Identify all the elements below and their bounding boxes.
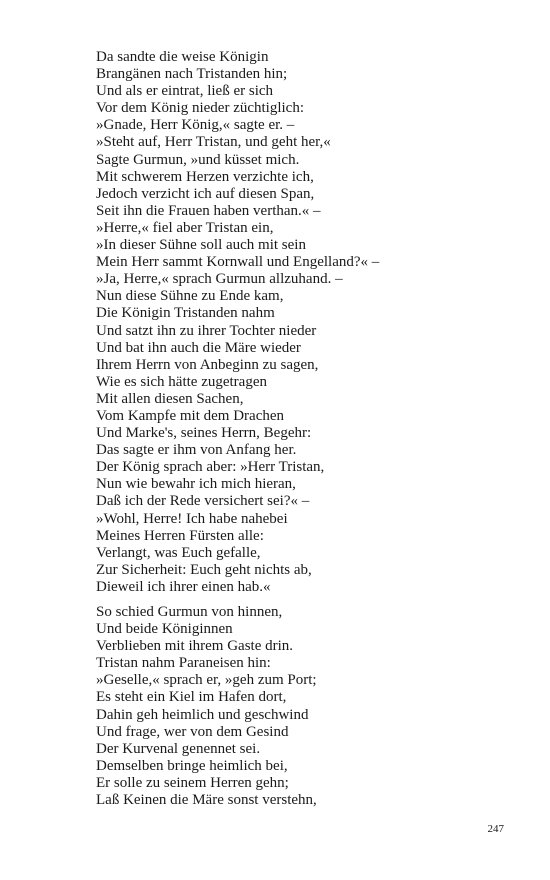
poem-line: Seit ihn die Frauen haben verthan.« – xyxy=(96,202,321,219)
poem-line: Daß ich der Rede versichert sei?« – xyxy=(96,493,310,510)
poem-line: So schied Gurmun von hinnen, xyxy=(96,604,283,620)
poem-line: Brangänen nach Tristanden hin; xyxy=(96,66,288,83)
poem-line: Vom Kampfe mit dem Drachen xyxy=(96,407,285,424)
page-number: 247 xyxy=(487,823,504,835)
poem-line: Verlangt, was Euch gefalle, xyxy=(96,544,261,561)
poem-line: Und beide Königinnen xyxy=(96,621,233,638)
poem-line: Ihrem Herrn von Anbeginn zu sagen, xyxy=(96,356,319,373)
poem-line: Der Kurvenal genennet sei. xyxy=(96,740,261,757)
poem-line: Demselben bringe heimlich bei, xyxy=(96,757,288,774)
poem-line: Vor dem König nieder züchtiglich: xyxy=(96,100,305,117)
poem-line: Und Marke's, seines Herrn, Begehr: xyxy=(96,425,312,442)
poem-line: Tristan nahm Paraneisen hin: xyxy=(96,655,271,672)
poem-line: Zur Sicherheit: Euch geht nichts ab, xyxy=(96,561,312,578)
stanza-2 xyxy=(96,604,516,809)
poem-line: Verblieben mit ihrem Gaste drin. xyxy=(96,638,294,655)
poem-line: »In dieser Sühne soll auch mit sein xyxy=(96,237,306,254)
poem-line: »Wohl, Herre! Ich habe nahebei xyxy=(96,510,288,527)
poem-line: Die Königin Tristanden nahm xyxy=(96,305,275,322)
poem-line: »Ja, Herre,« sprach Gurmun allzuhand. – xyxy=(96,271,343,288)
poem-line: Mit schwerem Herzen verzichte ich, xyxy=(96,168,314,185)
poem-line: Meines Herren Fürsten alle: xyxy=(96,527,264,544)
poem-line: Und frage, wer von dem Gesind xyxy=(96,723,289,740)
poem-line: »Gnade, Herr König,« sagte er. – xyxy=(96,117,295,134)
poem-line: Dahin geh heimlich und geschwind xyxy=(96,706,309,723)
poem-line: Das sagte er ihm von Anfang her. xyxy=(96,442,297,459)
poem-line: Sagte Gurmun, »und küsset mich. xyxy=(96,151,300,168)
poem-line: Und als er eintrat, ließ er sich xyxy=(96,83,274,100)
poem-line: Nun diese Sühne zu Ende kam, xyxy=(96,288,284,305)
poem-line: Laß Keinen die Märe sonst verstehn, xyxy=(96,792,317,809)
poem-line: Er solle zu seinem Herren gehn; xyxy=(96,774,289,791)
poem-line: Es steht ein Kiel im Hafen dort, xyxy=(96,689,287,706)
poem-line: Mein Herr sammt Kornwall und Engelland?« – xyxy=(96,254,380,271)
poem-line: Mit allen diesen Sachen, xyxy=(96,390,244,407)
poem-line: Dieweil ich ihrer einen hab.« xyxy=(96,578,271,595)
poem-line: Jedoch verzicht ich auf diesen Span, xyxy=(96,185,315,202)
poem-line: »Herre,« fiel aber Tristan ein, xyxy=(96,219,274,236)
poem-line: Und bat ihn auch die Märe wieder xyxy=(96,339,301,356)
stanza-1 xyxy=(96,49,516,596)
poem-line: Der König sprach aber: »Herr Tristan, xyxy=(96,459,325,476)
poem-line: »Steht auf, Herr Tristan, und geht her,« xyxy=(96,134,331,151)
poem-line: Wie es sich hätte zugetragen xyxy=(96,373,267,390)
poem-line: Und satzt ihn zu ihrer Tochter nieder xyxy=(96,322,317,339)
poem-line: Nun wie bewahr ich mich hieran, xyxy=(96,476,296,493)
poem-line: Da sandte die weise Königin xyxy=(96,49,269,65)
poem-line: »Geselle,« sprach er, »geh zum Port; xyxy=(96,672,317,689)
